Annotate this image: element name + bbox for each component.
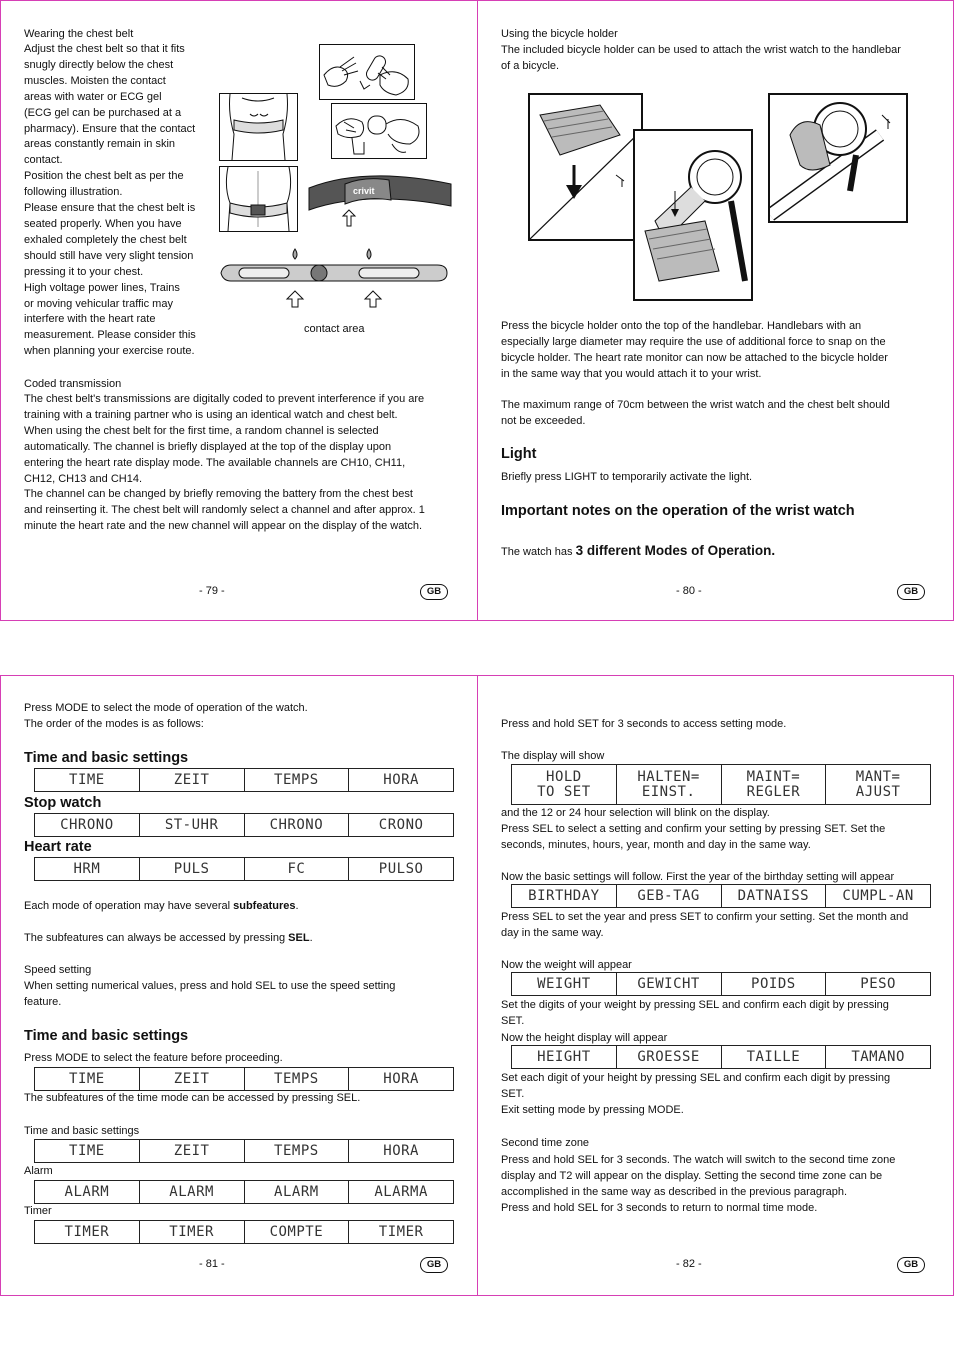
subfeatures-access-line: The subfeatures can always be accessed by pressing SEL. xyxy=(24,932,313,944)
page-number: - 80 - xyxy=(676,585,702,597)
height-appear-line: Now the height display will appear xyxy=(501,1032,668,1044)
lcd-cell: HRM xyxy=(35,858,140,881)
coded-transmission-text: The chest belt's transmissions are digitally coded to prevent interference if you are training with a training partner who is using an identical watch and chest belt. When using the chest belt for the first time, a random channel is selected automatically. The channel is briefly displayed at the top of the display upon entering the heart rate display mode. The available channels are CH10, CH11, CH12, CH13 and CH14. The channel can be changed by briefly removing the battery from the chest best and reinserting it. The chest belt will randomly select a channel and after approx. 1 minute the heart rate and the new channel will appear on the display of the watch. xyxy=(24,393,425,533)
lcd-cell: HEIGHT xyxy=(512,1046,617,1069)
lcd-cell: ZEIT xyxy=(139,1068,244,1091)
language-badge: GB xyxy=(897,584,925,600)
display-will-show-line: The display will show xyxy=(501,750,605,762)
lcd-cell: ST-UHR xyxy=(139,814,244,837)
lcd-row-weight xyxy=(511,972,931,996)
lcd-cell: CUMPL-AN xyxy=(826,885,931,908)
lcd-cell: BIRTHDAY xyxy=(512,885,617,908)
heading-light: Light xyxy=(501,446,537,462)
lcd-row-heart xyxy=(34,857,454,881)
weight-digits-line: Set the digits of your weight by pressing SEL and confirm each digit by pressing xyxy=(501,999,889,1011)
lcd-cell: TEMPS xyxy=(244,769,349,792)
lcd-cell: TIME xyxy=(35,1068,140,1091)
modes-sentence: The watch has 3 different Modes of Operation. xyxy=(501,543,776,558)
illustration-torso-back xyxy=(219,166,298,232)
heading-wearing-chest-belt: Wearing the chest belt xyxy=(24,28,134,40)
lcd-cell: ALARMA xyxy=(349,1181,454,1204)
exit-setting-line: Exit setting mode by pressing MODE. xyxy=(501,1104,684,1116)
height-digits-line: Set each digit of your height by pressing SEL and confirm each digit by pressing xyxy=(501,1072,891,1084)
lcd-cell: HORA xyxy=(349,769,454,792)
illustration-mounted-holder xyxy=(768,93,908,223)
lcd-row-time xyxy=(34,768,454,792)
heading-second-time-zone: Second time zone xyxy=(501,1137,590,1149)
lcd-cell: ZEIT xyxy=(139,1140,244,1163)
lcd-cell: PULSO xyxy=(349,858,454,881)
illustration-watch-on-holder xyxy=(633,129,753,301)
heading-time-basic-2: Time and basic settings xyxy=(24,1028,189,1044)
select-setting-line: Press SEL to select a setting and confirm your setting by pressing SET. Set the xyxy=(501,823,886,835)
illustration-attach-hands xyxy=(331,103,427,159)
lcd-row-time-2 xyxy=(34,1067,454,1091)
lcd-cell: HALTEN= EINST. xyxy=(616,765,721,805)
lcd-cell: POIDS xyxy=(721,973,826,996)
heading-time-basic: Time and basic settings xyxy=(24,750,189,766)
illustration-holder-arrow xyxy=(528,93,643,241)
lcd-cell: GEWICHT xyxy=(616,973,721,996)
lcd-cell: ALARM xyxy=(35,1181,140,1204)
label-alarm: Alarm xyxy=(24,1165,53,1177)
set-year-line: Press SEL to set the year and press SET to confirm your setting. Set the month and xyxy=(501,911,909,923)
illustration-contact-area-belt xyxy=(219,245,449,309)
lcd-cell: TIMER xyxy=(35,1221,140,1244)
lcd-cell: ALARM xyxy=(139,1181,244,1204)
lcd-cell: PULS xyxy=(139,858,244,881)
lcd-cell: MAINT= REGLER xyxy=(721,765,826,805)
time-mode-subfeatures-line: The subfeatures of the time mode can be accessed by pressing SEL. xyxy=(24,1092,361,1104)
lcd-row-hold-to-set xyxy=(511,764,931,805)
heading-important-notes: Important notes on the operation of the wrist watch xyxy=(501,503,855,519)
lcd-cell: DATNAISS xyxy=(721,885,826,908)
illustration-chest-belt-closeup xyxy=(305,166,455,230)
lcd-cell: ZEIT xyxy=(139,769,244,792)
illustration-battery-hands xyxy=(319,44,415,100)
speed-setting-line2: feature. xyxy=(24,996,62,1008)
heading-bicycle-holder: Using the bicycle holder xyxy=(501,28,618,40)
basic-settings-follow-line: Now the basic settings will follow. First the year of the birthday setting will appear xyxy=(501,871,895,883)
heading-stop-watch: Stop watch xyxy=(24,795,102,811)
speed-setting-line1: When setting numerical values, press and hold SEL to use the speed setting xyxy=(24,980,396,992)
language-badge: GB xyxy=(420,1257,448,1273)
second-tz-line2: display and T2 will appear on the display. Setting the second time zone can be xyxy=(501,1170,883,1182)
lcd-row-timer xyxy=(34,1220,454,1244)
belt-logo: crivit xyxy=(353,186,375,196)
lcd-cell: GROESSE xyxy=(616,1046,721,1069)
lcd-cell: ALARM xyxy=(244,1181,349,1204)
page-80 xyxy=(477,0,954,621)
illustration-torso-front xyxy=(219,93,298,161)
second-tz-line1: Press and hold SEL for 3 seconds. The watch will switch to the second time zone xyxy=(501,1154,896,1166)
language-badge: GB xyxy=(420,584,448,600)
lcd-cell: TIMER xyxy=(139,1221,244,1244)
lcd-cell: HOLD TO SET xyxy=(512,765,617,805)
weight-set-line: SET. xyxy=(501,1015,525,1027)
lcd-cell: TAILLE xyxy=(721,1046,826,1069)
chest-belt-instructions: Adjust the chest belt so that it fits snugly directly below the chest muscles. Moisten the contact areas with water or ECG gel (ECG gel can be purchased at a pharmacy). Ensure that the contact areas constantly remain in skin contact. Position the chest belt as per the following illustration. Please ensure that the chest belt is seated properly. When you have exhaled completely the chest belt should still have very slight tension pressing it to your chest. High voltage power lines, Trains or moving vehicular traffic may interfere with the heart rate measurement. Please consider this when planning your exercise route. xyxy=(24,43,196,358)
weight-appear-line: Now the weight will appear xyxy=(501,959,632,971)
seconds-line: seconds, minutes, hours, year, month and day in the same way. xyxy=(501,839,811,851)
lcd-cell: CRONO xyxy=(349,814,454,837)
lcd-cell: TIMER xyxy=(349,1221,454,1244)
page-81 xyxy=(0,675,478,1296)
lcd-row-birthday xyxy=(511,884,931,908)
lcd-cell: TAMANO xyxy=(826,1046,931,1069)
page-number: - 79 - xyxy=(199,585,225,597)
light-instruction: Briefly press LIGHT to temporarily activate the light. xyxy=(501,471,753,483)
lcd-cell: TEMPS xyxy=(244,1140,349,1163)
lcd-cell: PESO xyxy=(826,973,931,996)
lcd-cell: CHRONO xyxy=(35,814,140,837)
setting-mode-line: Press and hold SET for 3 seconds to access setting mode. xyxy=(501,718,787,730)
lcd-cell: FC xyxy=(244,858,349,881)
lcd-row-stopwatch xyxy=(34,813,454,837)
subfeatures-line: Each mode of operation may have several subfeatures. xyxy=(24,900,299,912)
blink-line: and the 12 or 24 hour selection will blink on the display. xyxy=(501,807,770,819)
second-tz-line4: Press and hold SEL for 3 seconds to return to normal time mode. xyxy=(501,1202,818,1214)
bicycle-holder-instructions: Press the bicycle holder onto the top of the handlebar. Handlebars with an especially large diameter may require the use of additional force to snap on the bicycle holder. The heart rate monitor can now be attached to the bicycle holder in the same way that you would attach it to your wrist. xyxy=(501,320,888,380)
mode-order-line: The order of the modes is as follows: xyxy=(24,718,204,730)
lcd-row-time-3 xyxy=(34,1139,454,1163)
lcd-cell: HORA xyxy=(349,1140,454,1163)
page-79 xyxy=(0,0,478,621)
heading-heart-rate: Heart rate xyxy=(24,839,92,855)
label-time-basic-small: Time and basic settings xyxy=(24,1125,140,1137)
lcd-cell: COMPTE xyxy=(244,1221,349,1244)
range-note: The maximum range of 70cm between the wrist watch and the chest belt should not be exceeded. xyxy=(501,399,890,427)
lcd-cell: HORA xyxy=(349,1068,454,1091)
lcd-cell: MANT= AJUST xyxy=(826,765,931,805)
lcd-cell: TIME xyxy=(35,1140,140,1163)
bicycle-holder-intro: The included bicycle holder can be used to attach the wrist watch to the handlebar of a bicycle. xyxy=(501,44,901,72)
language-badge: GB xyxy=(897,1257,925,1273)
page-number: - 81 - xyxy=(199,1258,225,1270)
lcd-row-height xyxy=(511,1045,931,1069)
lcd-cell: CHRONO xyxy=(244,814,349,837)
height-set-line: SET. xyxy=(501,1088,525,1100)
lcd-cell: GEB-TAG xyxy=(616,885,721,908)
lcd-row-alarm xyxy=(34,1180,454,1204)
heading-speed-setting: Speed setting xyxy=(24,964,92,976)
heading-coded-transmission: Coded transmission xyxy=(24,378,122,390)
lcd-cell: WEIGHT xyxy=(512,973,617,996)
mode-intro-line: Press MODE to select the mode of operation of the watch. xyxy=(24,702,308,714)
label-timer: Timer xyxy=(24,1205,52,1217)
page-number: - 82 - xyxy=(676,1258,702,1270)
contact-area-caption: contact area xyxy=(304,323,365,335)
page-82 xyxy=(477,675,954,1296)
lcd-cell: TEMPS xyxy=(244,1068,349,1091)
second-tz-line3: accomplished in the same way as described in the previous paragraph. xyxy=(501,1186,848,1198)
lcd-cell: TIME xyxy=(35,769,140,792)
day-same-way-line: day in the same way. xyxy=(501,927,604,939)
feature-select-line: Press MODE to select the feature before proceeding. xyxy=(24,1052,283,1064)
